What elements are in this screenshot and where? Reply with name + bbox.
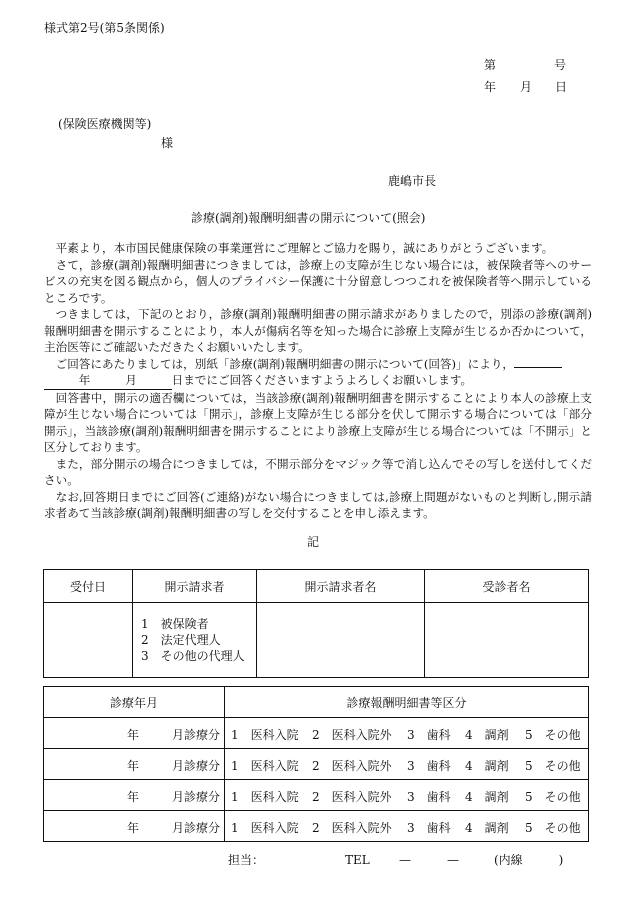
reply-nen: 年 xyxy=(78,373,91,387)
body-text xyxy=(44,240,592,522)
row-month-label: 月診療分 xyxy=(172,759,221,773)
category-sonota: 5 その他 xyxy=(525,821,581,835)
sender-name: 鹿嶋市長 xyxy=(388,174,437,188)
paragraph: 回答書中，開示の適否欄については，当該診療(調剤)報酬明細書を開示することにより本人の診療上支障が生じない場合については「開示」，診療上支障が生じる部分を伏して開示する場合については「部分開示」，当該診療(調剤)報酬明細書を開示することにより診療上支障が生じる場合については「不開示」と区分しております。 xyxy=(44,390,592,454)
reply-gatsu: 月 xyxy=(125,373,137,387)
number-go: 号 xyxy=(554,58,567,72)
category-sonota: 5 その他 xyxy=(525,790,581,804)
category-ika-nyuingai: 2 医科入院外 xyxy=(312,790,392,804)
category-chozai: 4 調剤 xyxy=(465,759,509,773)
paragraph: さて，診療(調剤)報酬明細書につきましては，診療上の支障が生じない場合には，被保険者等へのサービスの充実を図る観点から，個人のプライバシー保護に十分留意しつつこれを被保険者等へ開示しているところです。 xyxy=(44,257,592,305)
category-shika: 3 歯科 xyxy=(407,759,451,773)
contact-tanto: 担当： xyxy=(228,853,265,867)
row-month-label: 月診療分 xyxy=(172,728,221,742)
number-dai: 第 xyxy=(484,58,497,72)
paragraph: つきましては，下記のとおり，診療(調剤)報酬明細書の開示請求がありましたので，別添の診療(調剤)報酬明細書を開示することにより，本人が傷病名等を知った場合に診療上支障が生じるか否かについて，主治医等にご確認いただきたくお願いいたします。 xyxy=(44,307,592,354)
category-shika: 3 歯科 xyxy=(407,790,451,804)
ki-label: 記 xyxy=(307,535,320,549)
header-requester-name: 開示請求者名 xyxy=(257,570,425,603)
form-id: 様式第2号(第5条関係) xyxy=(44,21,165,35)
category-ika-nyuin: 1 医科入院 xyxy=(231,728,299,742)
row-nen: 年 xyxy=(127,821,140,835)
header-category: 診療報酬明細書等区分 xyxy=(225,687,589,718)
table-row xyxy=(44,811,589,842)
category-ika-nyuingai: 2 医科入院外 xyxy=(312,821,392,835)
category-ika-nyuin: 1 医科入院 xyxy=(231,790,299,804)
category-chozai: 4 調剤 xyxy=(465,728,509,742)
requester-type: 2 法定代理人 xyxy=(141,633,221,647)
table-row xyxy=(44,780,589,811)
cell-requester-types xyxy=(133,603,257,678)
date-nen: 年 xyxy=(484,80,497,94)
paragraph: 平素より，本市国民健康保険の事業運営にご理解とご協力を賜り，誠にありがとうございます。 xyxy=(55,241,554,255)
row-month-label: 月診療分 xyxy=(172,790,221,804)
row-nen: 年 xyxy=(127,728,140,742)
category-shika: 3 歯科 xyxy=(407,728,451,742)
contact-naisen: (内線 ) xyxy=(494,853,564,867)
category-shika: 3 歯科 xyxy=(407,821,451,835)
cell-requester-name xyxy=(257,603,425,678)
paragraph: なお,回答期日までにご回答(ご連絡)がない場合につきましては,診療上問題がないものと判断し,開示請求者あて当該診療(調剤)報酬明細書の写しを交付することを申し添えます。 xyxy=(44,489,592,520)
row-nen: 年 xyxy=(127,790,140,804)
requester-type: 1 被保険者 xyxy=(141,617,209,631)
category-sonota: 5 その他 xyxy=(525,728,581,742)
reply-nichi: 日までにご回答くださいますようよろしくお願いします。 xyxy=(171,373,473,387)
category-chozai: 4 調剤 xyxy=(465,790,509,804)
reply-text: ご回答にあたりましては，別紙「診療(調剤)報酬明細書の開示について(回答)」により， xyxy=(55,356,515,371)
cell-uketsuke xyxy=(44,603,133,678)
addressee-sama: 様 xyxy=(161,136,174,150)
request-table xyxy=(43,569,589,678)
paragraph: また，部分開示の場合につきましては，不開示部分をマジック等で消し込んでその写しを送付してください。 xyxy=(44,456,592,487)
date-nichi: 日 xyxy=(555,80,568,94)
addressee-org: (保険医療機関等) xyxy=(58,117,152,131)
category-ika-nyuingai: 2 医科入院外 xyxy=(312,759,392,773)
claims-table xyxy=(43,686,589,842)
table-row xyxy=(44,718,589,749)
cell-patient-name xyxy=(425,603,589,678)
header-requester: 開示請求者 xyxy=(133,570,257,603)
reply-paragraph xyxy=(44,356,592,390)
category-ika-nyuin: 1 医科入院 xyxy=(231,759,299,773)
row-month-label: 月診療分 xyxy=(172,821,221,835)
table-row xyxy=(44,749,589,780)
category-chozai: 4 調剤 xyxy=(465,821,509,835)
row-nen: 年 xyxy=(127,759,140,773)
reply-blank xyxy=(514,356,562,368)
reply-date-underline xyxy=(44,372,172,390)
contact-dash: — xyxy=(447,853,459,867)
category-sonota: 5 その他 xyxy=(525,759,581,773)
contact-dash: — xyxy=(399,853,411,867)
document-title: 診療(調剤)報酬明細書の開示について(照会) xyxy=(191,211,426,225)
contact-tel: TEL xyxy=(345,853,370,867)
category-ika-nyuingai: 2 医科入院外 xyxy=(312,728,392,742)
header-shinryo-month: 診療年月 xyxy=(44,687,225,718)
header-uketsuke: 受付日 xyxy=(44,570,133,603)
requester-type: 3 その他の代理人 xyxy=(141,649,245,663)
category-ika-nyuin: 1 医科入院 xyxy=(231,821,299,835)
date-gatsu: 月 xyxy=(520,80,533,94)
header-patient-name: 受診者名 xyxy=(425,570,589,603)
